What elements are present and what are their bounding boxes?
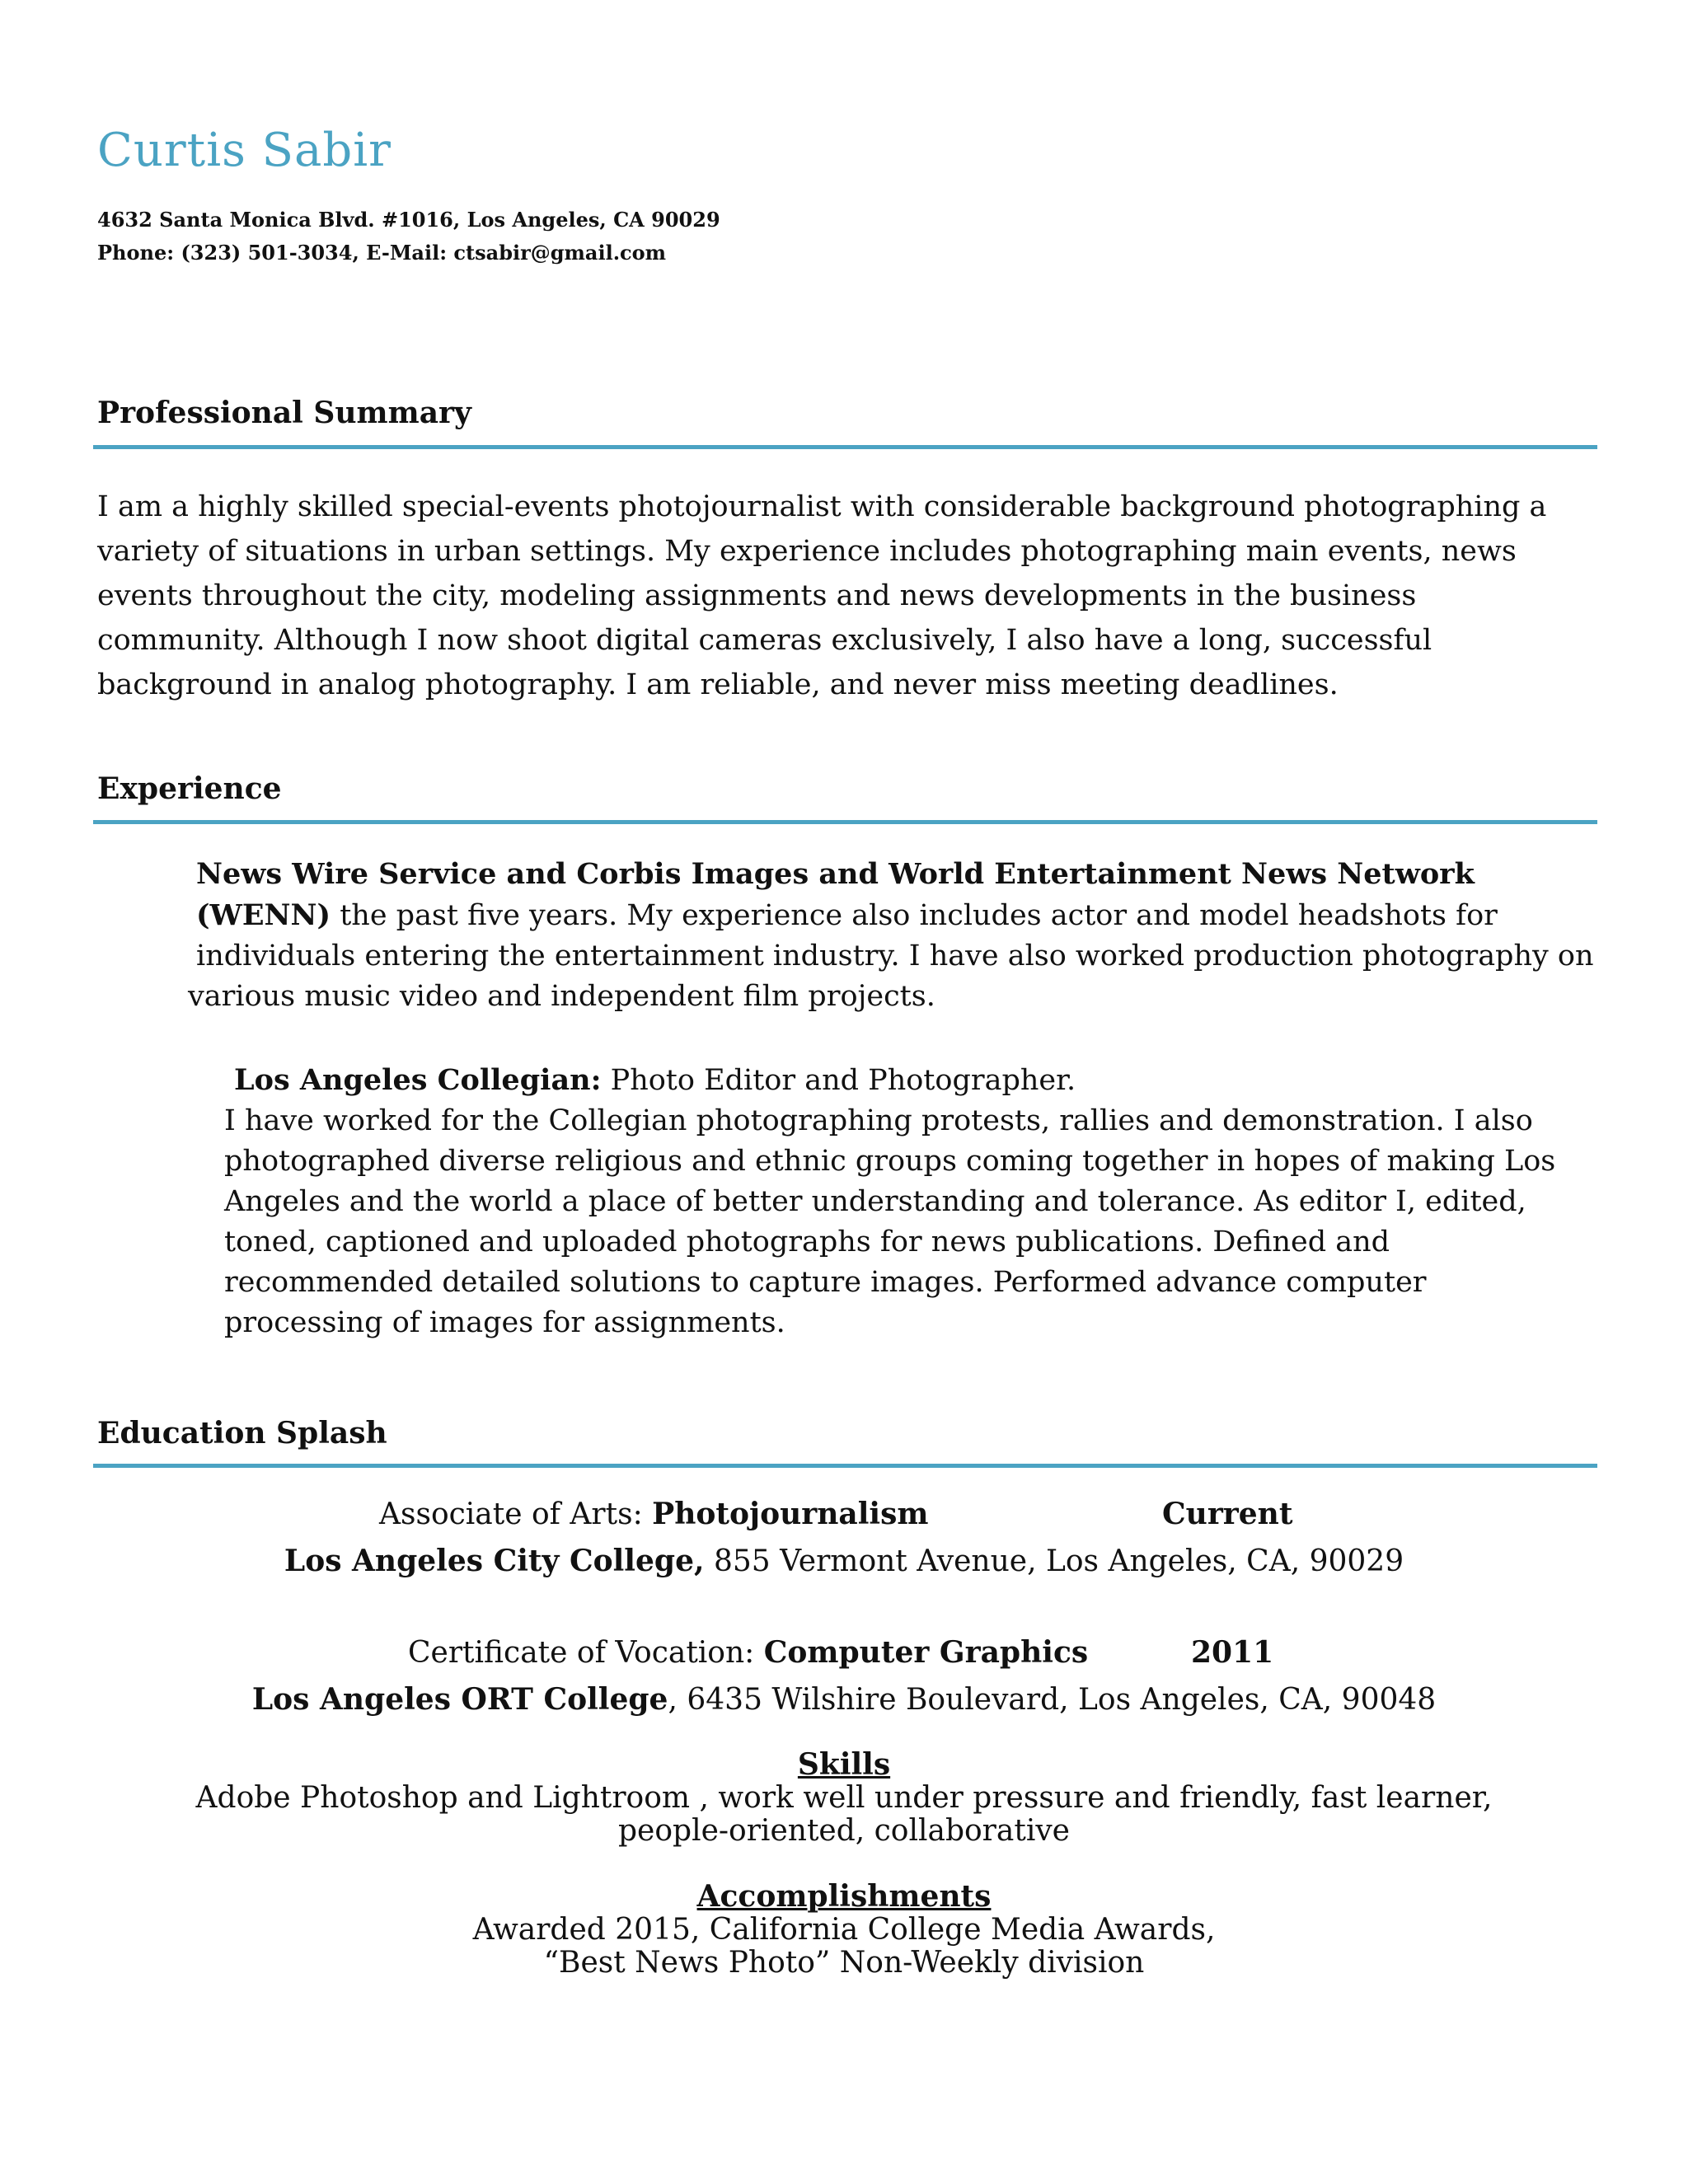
skills-section xyxy=(0,1747,1688,1848)
job-description: Angeles and the world a place of better understanding and tolerance. As editor I, edited, xyxy=(224,1185,1526,1218)
skills-heading: Skills xyxy=(797,1747,891,1782)
job-description: individuals entering the entertainment industry. I have also worked production photography on xyxy=(196,940,1594,972)
job-description: the past five years. My experience also includes actor and model headshots for xyxy=(331,899,1498,932)
accomplishments-heading: Accomplishments xyxy=(696,1879,992,1914)
job-title: News Wire Service and Corbis Images and World Entertainment News Network xyxy=(196,857,1475,891)
job-org-abbrev: (WENN) xyxy=(196,898,331,932)
candidate-name: Curtis Sabir xyxy=(97,124,392,177)
summary-line: events throughout the city, modeling assignments and news developments in the business xyxy=(97,579,1417,612)
job-role: Photo Editor and Photographer. xyxy=(601,1064,1076,1097)
education-date-2: 2011 xyxy=(1191,1635,1274,1670)
job-description: I have worked for the Collegian photographing protests, rallies and demonstration. I also xyxy=(224,1104,1533,1137)
education-date-1: Current xyxy=(1162,1497,1293,1531)
summary-line: variety of situations in urban settings. My experience includes photographing main events, news xyxy=(97,535,1517,568)
summary-line: community. Although I now shoot digital cameras exclusively, I also have a long, successful xyxy=(97,624,1432,657)
education-school-2: Los Angeles ORT College, 6435 Wilshire Boulevard, Los Angeles, CA, 90048 xyxy=(251,1682,1437,1717)
accomplishments-section xyxy=(0,1879,1688,1980)
summary-line: background in analog photography. I am reliable, and never miss meeting deadlines. xyxy=(97,668,1339,701)
accomplishment-line: Awarded 2015, California College Media Awards, xyxy=(472,1913,1216,1947)
skills-line: people-oriented, collaborative xyxy=(618,1814,1070,1848)
summary-line: I am a highly skilled special-events photojournalist with considerable background photographing a xyxy=(97,490,1547,523)
summary-text xyxy=(97,485,1597,707)
contact-address: 4632 Santa Monica Blvd. #1016, Los Angeles, CA 90029 xyxy=(97,208,720,232)
skills-line: Adobe Photoshop and Lightroom , work well under pressure and friendly, fast learner, xyxy=(195,1781,1493,1815)
accomplishment-line: “Best News Photo” Non-Weekly division xyxy=(543,1946,1145,1980)
summary-divider xyxy=(93,445,1597,449)
education-degree-2: Certificate of Vocation: Computer Graphics xyxy=(408,1635,1089,1670)
job-description: recommended detailed solutions to capture images. Performed advance computer xyxy=(224,1266,1427,1299)
job-description: photographed diverse religious and ethnic groups coming together in hopes of making Los xyxy=(224,1145,1556,1178)
job-org: Los Angeles Collegian: xyxy=(234,1063,602,1097)
experience-item-wenn xyxy=(188,854,1594,1017)
education-school-1: Los Angeles City College, 855 Vermont Avenue, Los Angeles, CA, 90029 xyxy=(284,1544,1404,1578)
job-description: processing of images for assignments. xyxy=(224,1306,785,1339)
job-description: various music video and independent film projects. xyxy=(188,980,935,1013)
education-heading: Education Splash xyxy=(97,1416,387,1451)
experience-divider xyxy=(93,820,1597,824)
education-divider xyxy=(93,1464,1597,1468)
summary-heading: Professional Summary xyxy=(97,396,471,430)
job-description: toned, captioned and uploaded photographs for news publications. Defined and xyxy=(224,1226,1390,1258)
experience-item-collegian xyxy=(224,1060,1555,1343)
contact-phone-email: Phone: (323) 501-3034, E-Mail: ctsabir@gmail.com xyxy=(97,241,667,265)
experience-heading: Experience xyxy=(97,771,282,806)
education-degree-1: Associate of Arts: Photojournalism xyxy=(379,1497,929,1531)
